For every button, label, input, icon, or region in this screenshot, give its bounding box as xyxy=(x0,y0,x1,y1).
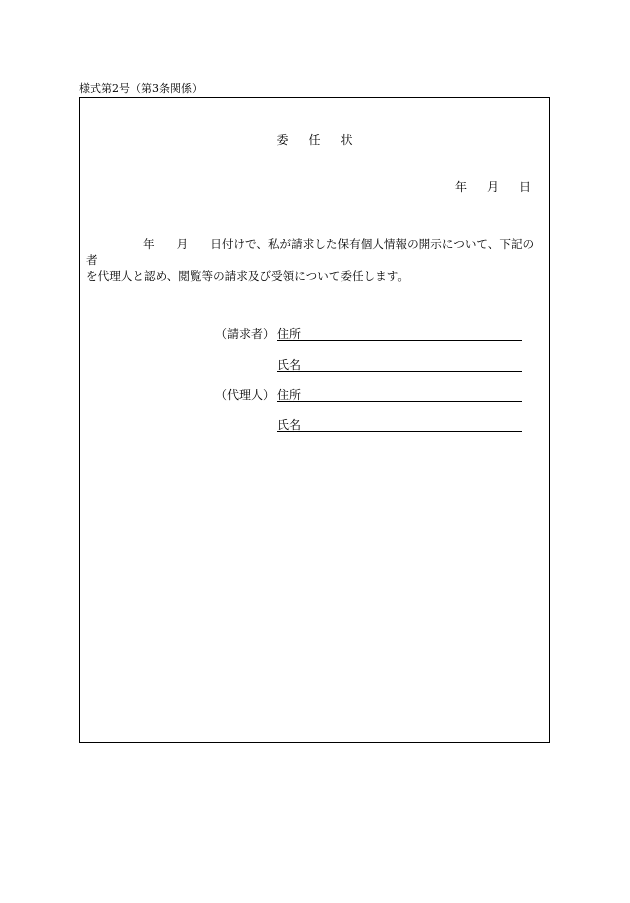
date-month-label: 月 xyxy=(486,180,499,194)
requester-address-label: 住所 xyxy=(277,327,302,341)
agent-name-field[interactable] xyxy=(277,416,522,432)
body-month-label: 月 xyxy=(176,237,189,251)
form-number: 様式第2号（第3条関係） xyxy=(79,82,203,95)
form-frame xyxy=(79,97,550,743)
document-title xyxy=(80,131,549,148)
body-line2: を代理人と認め、閲覧等の請求及び受領について委任します。 xyxy=(86,269,410,283)
requester-name-row xyxy=(80,356,549,372)
requester-address-row xyxy=(80,325,549,341)
requester-role-label: （請求者） xyxy=(214,327,275,341)
date-day-label: 日 xyxy=(518,180,531,194)
title-char-3: 状 xyxy=(340,133,353,147)
title-char-2: 任 xyxy=(308,133,321,147)
agent-name-label: 氏名 xyxy=(277,418,302,432)
title-char-1: 委 xyxy=(276,133,289,147)
delegation-statement xyxy=(86,236,543,284)
requester-address-field[interactable] xyxy=(277,325,522,341)
agent-role-label: （代理人） xyxy=(214,388,275,402)
agent-address-label: 住所 xyxy=(277,388,302,402)
requester-name-label: 氏名 xyxy=(277,358,302,372)
agent-address-field[interactable] xyxy=(277,386,522,402)
body-year-label: 年 xyxy=(143,237,155,251)
date-line xyxy=(455,178,531,195)
agent-name-row xyxy=(80,416,549,432)
requester-name-field[interactable] xyxy=(277,356,522,372)
agent-address-row xyxy=(80,386,549,402)
date-year-label: 年 xyxy=(454,180,467,194)
body-line1: 日付けで、私が請求した保有個人情報の開示について、下記の者 xyxy=(86,237,535,267)
